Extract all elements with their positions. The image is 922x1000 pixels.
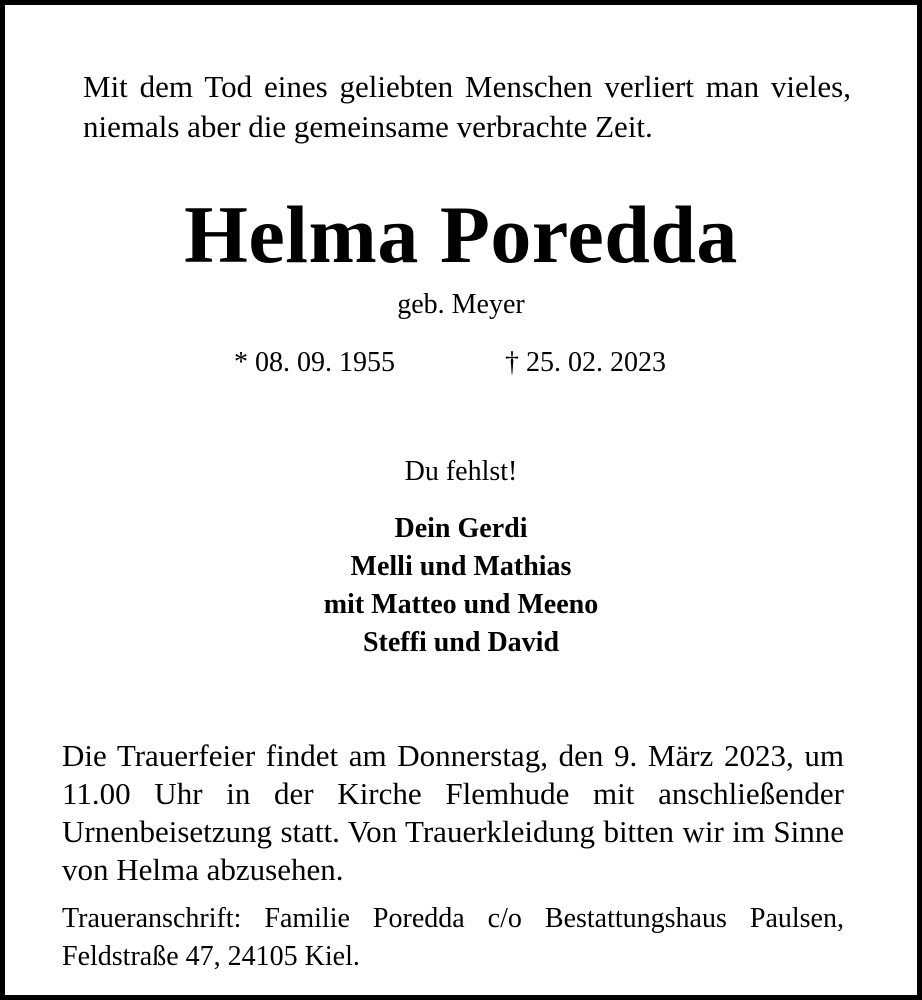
death-date: † 25. 02. 2023	[505, 347, 666, 378]
mourner-line: Dein Gerdi	[394, 513, 528, 544]
mourner-line: Steffi und David	[362, 627, 560, 658]
maiden-name: geb. Meyer	[397, 289, 525, 320]
mourners-list	[5, 510, 917, 662]
mourner-line: Melli und Mathias	[350, 551, 572, 582]
birth-date: * 08. 09. 1955	[234, 347, 395, 378]
memorial-quote: Mit dem Tod eines geliebten Menschen verliert man vieles, niemals aber die gemeinsame verbrachte Zeit.	[83, 69, 851, 144]
mourner-line: mit Matteo und Meeno	[323, 589, 599, 620]
farewell-line: Du fehlst!	[404, 456, 518, 487]
life-dates	[5, 345, 917, 385]
mourning-address: Traueranschrift: Familie Poredda c/o Bestattungshaus Paulsen, Feldstraße 47, 24105 Kiel.	[62, 903, 844, 972]
funeral-service-details: Die Trauerfeier findet am Donnerstag, den 9. März 2023, um 11.00 Uhr in der Kirche Flemhude mit anschließender Urnenbeisetzung statt. Von Trauerkleidung bitten wir im Sinne von Helma abzusehen.	[62, 738, 844, 887]
deceased-name: Helma Poredda	[184, 189, 738, 280]
